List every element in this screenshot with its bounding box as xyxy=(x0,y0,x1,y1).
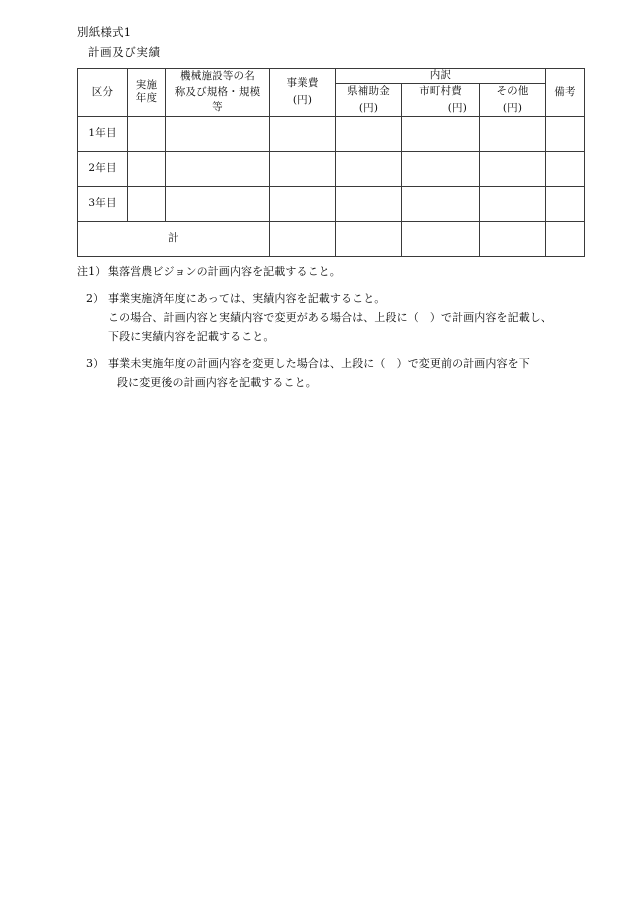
cell-kubun: 2年目 xyxy=(78,151,128,186)
column-header-prefectural-subsidy-label: 県補助金 xyxy=(347,84,390,97)
note-3-line-1: 事業未実施年度の計画内容を変更した場合は、上段に（ ）で変更前の計画内容を下 xyxy=(108,357,530,370)
column-header-project-cost-unit: (円) xyxy=(292,94,313,107)
cell-total-municipal-expense[interactable] xyxy=(402,221,480,256)
note-3-marker: 3） xyxy=(86,357,105,370)
note-1-marker: 注1） xyxy=(77,265,107,278)
cell-total-prefectural-subsidy[interactable] xyxy=(336,221,402,256)
column-header-other xyxy=(480,83,546,116)
cell-kubun: 3年目 xyxy=(78,186,128,221)
cell-municipal-expense[interactable] xyxy=(402,186,480,221)
column-header-remarks xyxy=(546,69,585,117)
form-title: 計画及び実績 xyxy=(88,45,161,59)
table-total-row xyxy=(78,221,585,256)
note-item-1 xyxy=(77,262,597,281)
cell-remarks[interactable] xyxy=(546,116,585,151)
notes-section xyxy=(77,262,597,400)
cell-other[interactable] xyxy=(480,186,546,221)
cell-municipal-expense[interactable] xyxy=(402,116,480,151)
cell-implementation-year[interactable] xyxy=(128,151,166,186)
cell-implementation-year[interactable] xyxy=(128,116,166,151)
column-header-breakdown xyxy=(336,69,546,84)
cell-total-remarks[interactable] xyxy=(546,221,585,256)
note-3-body xyxy=(77,354,597,392)
cell-machinery-facility[interactable] xyxy=(166,186,270,221)
cell-project-cost[interactable] xyxy=(270,186,336,221)
cell-prefectural-subsidy[interactable] xyxy=(336,116,402,151)
table-row xyxy=(78,116,585,151)
cell-prefectural-subsidy[interactable] xyxy=(336,186,402,221)
cell-total-other[interactable] xyxy=(480,221,546,256)
table-row xyxy=(78,186,585,221)
note-1-body xyxy=(77,262,597,281)
cell-remarks[interactable] xyxy=(546,151,585,186)
cell-prefectural-subsidy[interactable] xyxy=(336,151,402,186)
column-header-prefectural-subsidy-unit: (円) xyxy=(358,101,379,114)
column-header-kubun-label: 区分 xyxy=(91,85,114,98)
note-item-2 xyxy=(77,289,597,346)
column-header-municipal-expense-unit: (円) xyxy=(447,101,467,114)
column-header-implementation-year-line1: 実施 xyxy=(135,79,158,92)
column-header-other-unit: (円) xyxy=(502,101,523,114)
column-header-breakdown-label: 内訳 xyxy=(429,69,452,82)
column-header-implementation-year-line2: 年度 xyxy=(135,92,158,105)
cell-other[interactable] xyxy=(480,116,546,151)
column-header-machinery-facility-line2: 称及び規格・規模 xyxy=(174,85,261,98)
plan-and-results-table xyxy=(77,68,585,257)
cell-total-project-cost[interactable] xyxy=(270,221,336,256)
cell-machinery-facility[interactable] xyxy=(166,116,270,151)
note-2-line-3: 下段に実績内容を記載すること。 xyxy=(108,330,275,343)
note-3-line-2: 段に変更後の計画内容を記載すること。 xyxy=(117,376,317,389)
column-header-other-label: その他 xyxy=(496,84,529,97)
cell-other[interactable] xyxy=(480,151,546,186)
note-2-line-1: 事業実施済年度にあっては、実績内容を記載すること。 xyxy=(108,292,386,305)
note-item-3 xyxy=(77,354,597,392)
note-2-body xyxy=(77,289,597,346)
column-header-municipal-expense xyxy=(402,83,480,116)
cell-implementation-year[interactable] xyxy=(128,186,166,221)
cell-machinery-facility[interactable] xyxy=(166,151,270,186)
note-2-marker: 2） xyxy=(86,292,105,305)
cell-kubun: 1年目 xyxy=(78,116,128,151)
column-header-machinery-facility xyxy=(166,69,270,117)
note-2-line-2: この場合、計画内容と実績内容で変更がある場合は、上段に（ ）で計画内容を記載し、 xyxy=(108,311,552,324)
form-number: 別紙様式1 xyxy=(77,25,132,39)
column-header-municipal-expense-label: 市町村費 xyxy=(419,84,462,97)
column-header-machinery-facility-line3: 等 xyxy=(212,101,223,113)
cell-project-cost[interactable] xyxy=(270,116,336,151)
column-header-kubun xyxy=(78,69,128,117)
cell-remarks[interactable] xyxy=(546,186,585,221)
plan-and-results-table-container xyxy=(77,68,584,257)
column-header-project-cost-label: 事業費 xyxy=(286,77,319,90)
cell-project-cost[interactable] xyxy=(270,151,336,186)
table-row xyxy=(78,151,585,186)
note-1-line-1: 集落営農ビジョンの計画内容を記載すること。 xyxy=(108,265,341,278)
column-header-prefectural-subsidy xyxy=(336,83,402,116)
column-header-machinery-facility-line1: 機械施設等の名 xyxy=(180,70,255,82)
cell-municipal-expense[interactable] xyxy=(402,151,480,186)
column-header-remarks-label: 備考 xyxy=(554,85,576,98)
column-header-project-cost xyxy=(270,69,336,117)
table-header-row-top xyxy=(78,69,585,84)
column-header-implementation-year xyxy=(128,69,166,117)
cell-total-label: 計 xyxy=(78,221,270,256)
